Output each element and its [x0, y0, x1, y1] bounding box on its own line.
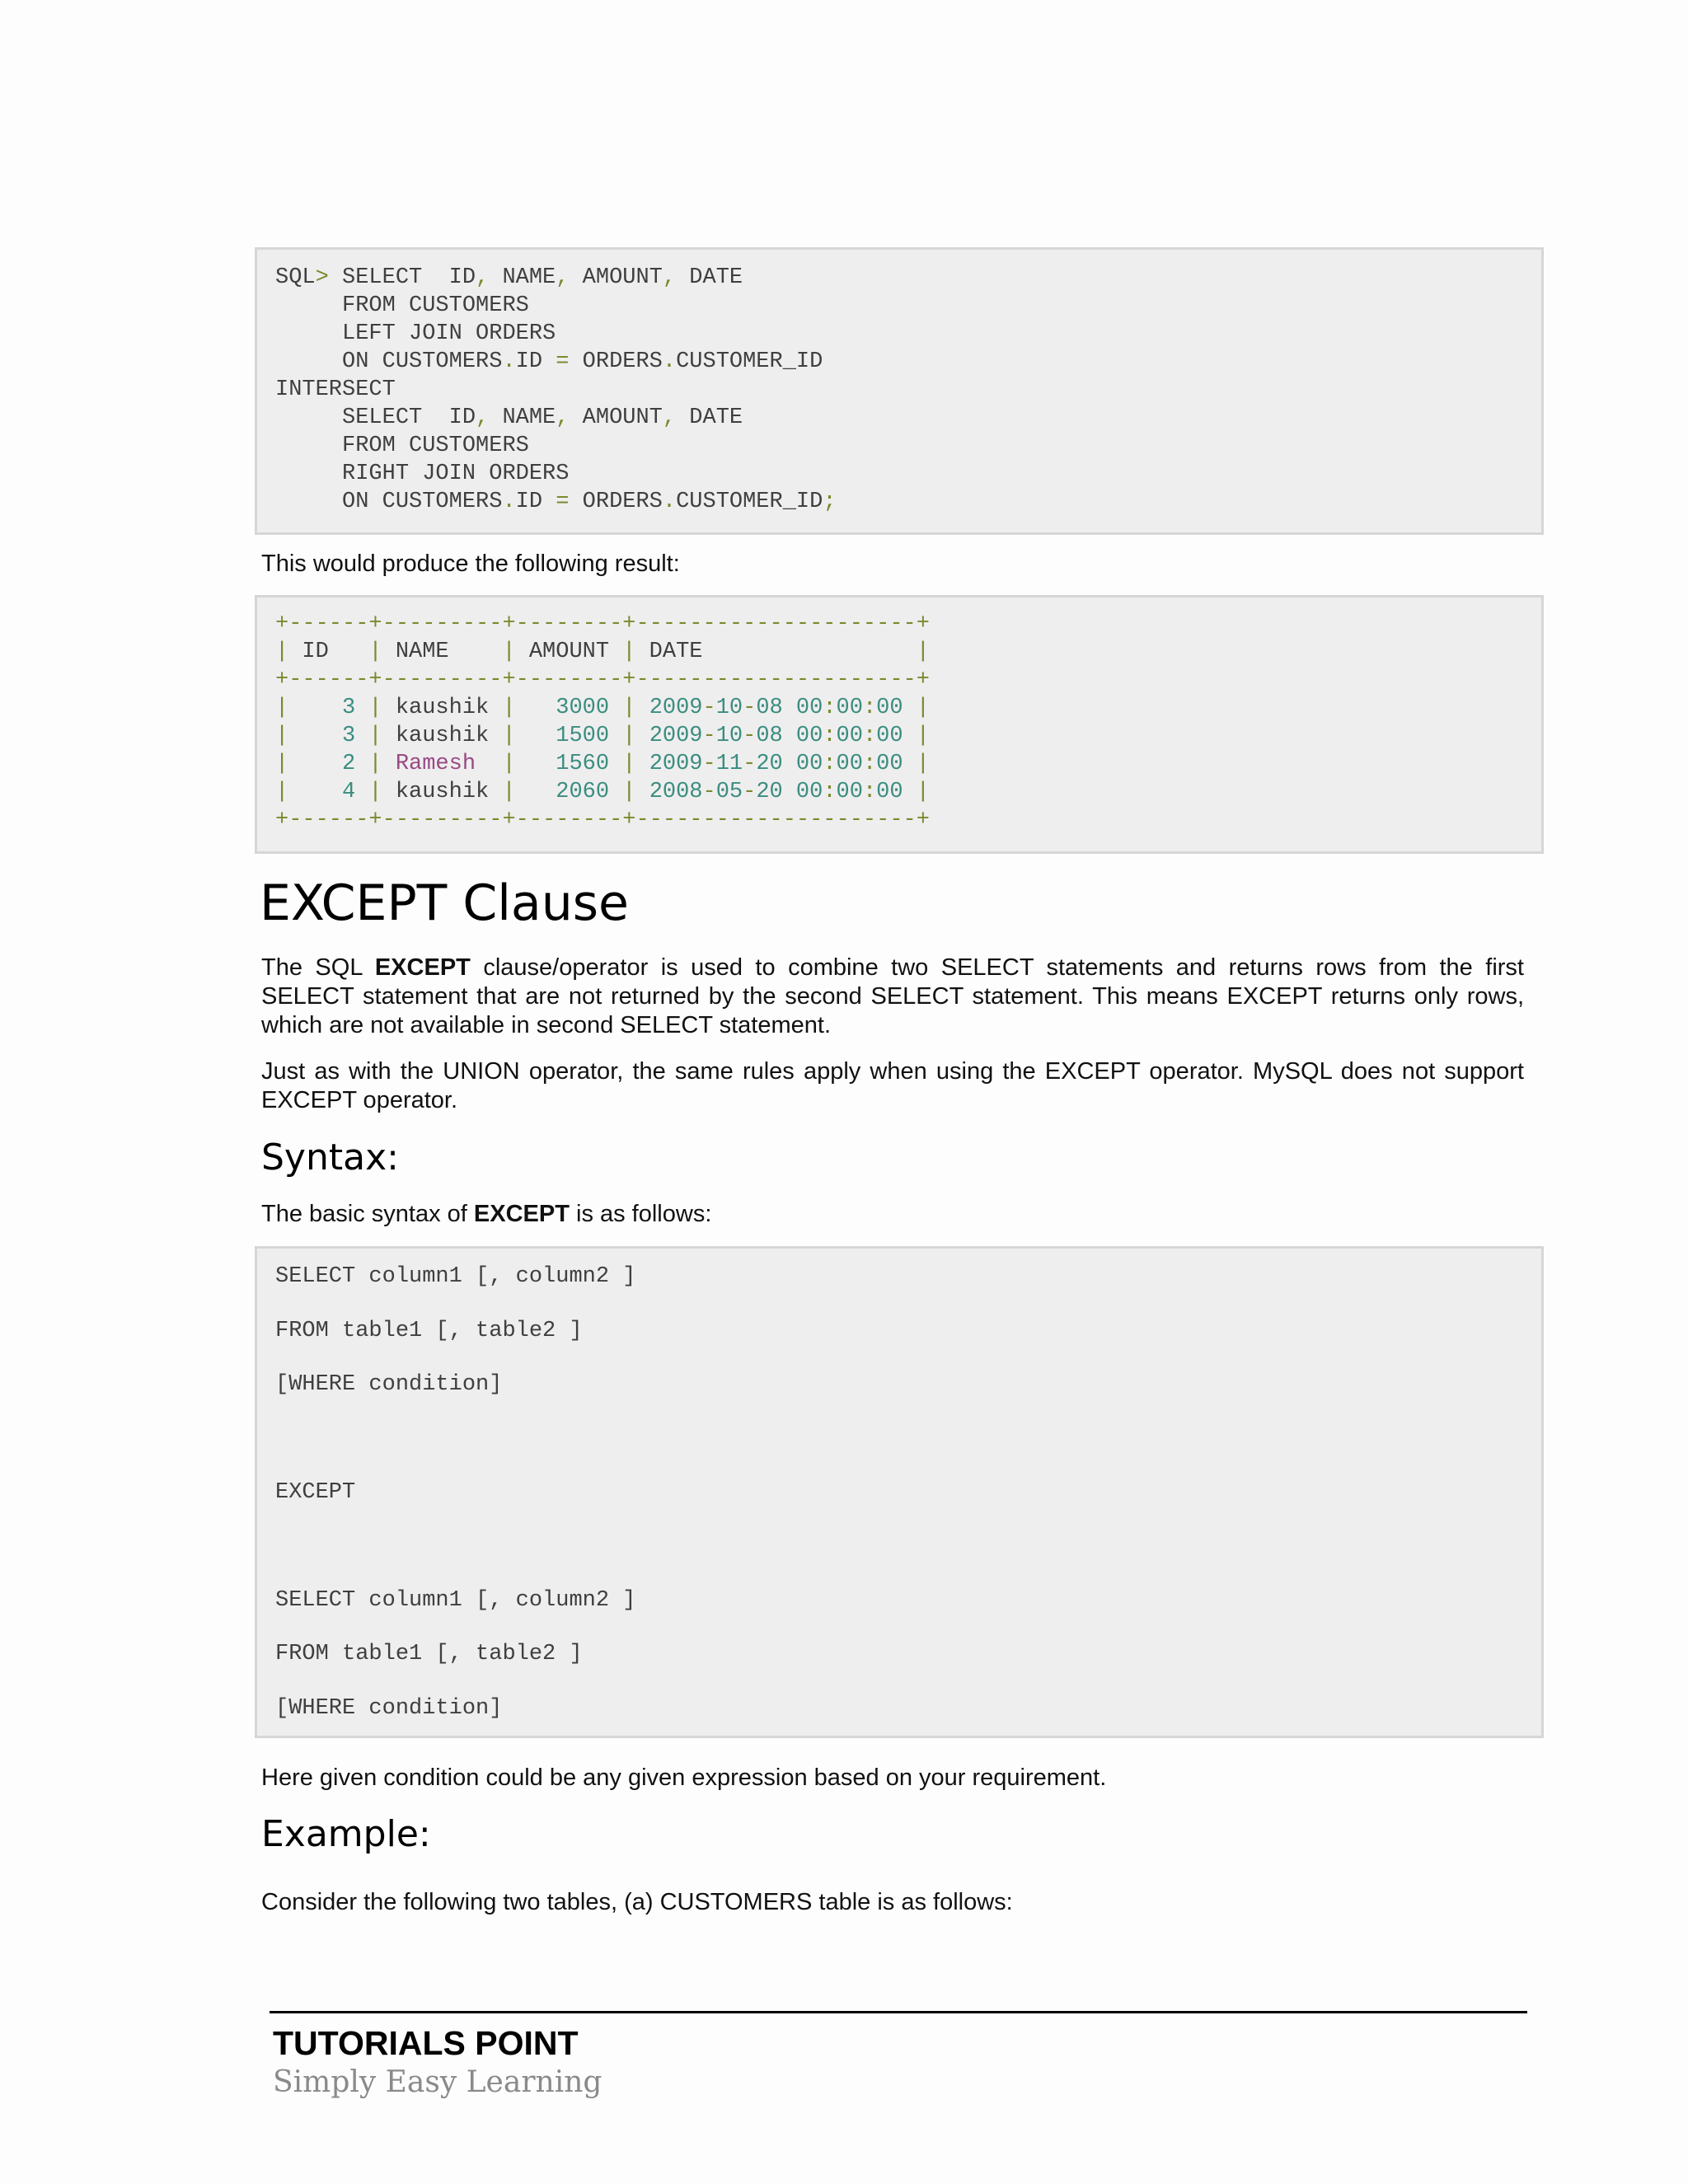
syntax-heading: Syntax: [261, 1137, 399, 1179]
footer-brand: TUTORIALS POINT [273, 2024, 579, 2062]
table-border-mid: +------+---------+--------+---------------------+ [275, 668, 930, 692]
table-row: | 3 | kaushik | 1500 | 2009-10-08 00:00:00 | [275, 724, 930, 748]
condition-note: Here given condition could be any given expression based on your requirement. [261, 1765, 1107, 1791]
result-table [275, 610, 930, 834]
sql-query-code [275, 264, 837, 516]
table-row: | 2 | Ramesh | 1560 | 2009-11-20 00:00:00 | [275, 752, 930, 776]
syntax-line: SELECT column1 [, column2 ] [275, 1264, 636, 1289]
sql-query-block [255, 247, 1544, 535]
except-keyword: EXCEPT [473, 1201, 570, 1227]
result-table-block [255, 595, 1544, 854]
syntax-line: FROM table1 [, table2 ] [275, 1319, 583, 1343]
sql-code-line: INTERSECT [275, 377, 396, 402]
syntax-line: SELECT column1 [, column2 ] [275, 1588, 636, 1613]
footer-divider [270, 2011, 1527, 2013]
sql-code-line: RIGHT JOIN ORDERS [275, 462, 570, 486]
table-header-row: | ID | NAME | AMOUNT | DATE | [275, 640, 930, 664]
syntax-line: FROM table1 [, table2 ] [275, 1642, 583, 1666]
table-row: | 4 | kaushik | 2060 | 2008-05-20 00:00:00 | [275, 780, 930, 804]
sql-code-line: FROM CUSTOMERS [275, 293, 529, 318]
table-row: | 3 | kaushik | 3000 | 2009-10-08 00:00:00 | [275, 696, 930, 720]
sql-code-line: > SELECT ID, NAME, AMOUNT, DATE [315, 265, 743, 290]
sql-prompt: SQL [275, 265, 316, 290]
syntax-code-block [255, 1246, 1544, 1738]
except-description: The SQL EXCEPT clause/operator is used to combine two SELECT statements and returns rows from the first SELECT statement that are not returned by the second SELECT statement. This means EXCEPT returns only rows, which are not available in second SELECT statement. [261, 954, 1524, 1038]
syntax-line: [WHERE condition] [275, 1372, 503, 1397]
result-intro: This would produce the following result: [261, 551, 680, 577]
example-intro: Consider the following two tables, (a) CUSTOMERS table is as follows: [261, 1889, 1013, 1915]
syntax-line: [WHERE condition] [275, 1696, 503, 1721]
table-border-top: +------+---------+--------+---------------------+ [275, 612, 930, 636]
table-border-bottom: +------+---------+--------+---------------------+ [275, 808, 930, 832]
sql-code-line: SELECT ID, NAME, AMOUNT, DATE [275, 405, 743, 430]
sql-code-line: ON CUSTOMERS.ID = ORDERS.CUSTOMER_ID; [275, 490, 837, 514]
sql-code-line: LEFT JOIN ORDERS [275, 321, 556, 346]
sql-code-line: FROM CUSTOMERS [275, 434, 529, 458]
sql-code-line: ON CUSTOMERS.ID = ORDERS.CUSTOMER_ID [275, 349, 823, 374]
except-clause-heading: EXCEPT Clause [260, 874, 629, 932]
example-heading: Example: [261, 1813, 431, 1855]
syntax-line: EXCEPT [275, 1480, 356, 1505]
syntax-intro: The basic syntax of EXCEPT is as follows: [261, 1201, 712, 1227]
footer-tagline: Simply Easy Learning [273, 2065, 603, 2099]
except-rules-note: Just as with the UNION operator, the same rules apply when using the EXCEPT operator. MySQL does not support EXCEPT operator. [261, 1058, 1524, 1113]
except-keyword: EXCEPT [374, 954, 471, 981]
